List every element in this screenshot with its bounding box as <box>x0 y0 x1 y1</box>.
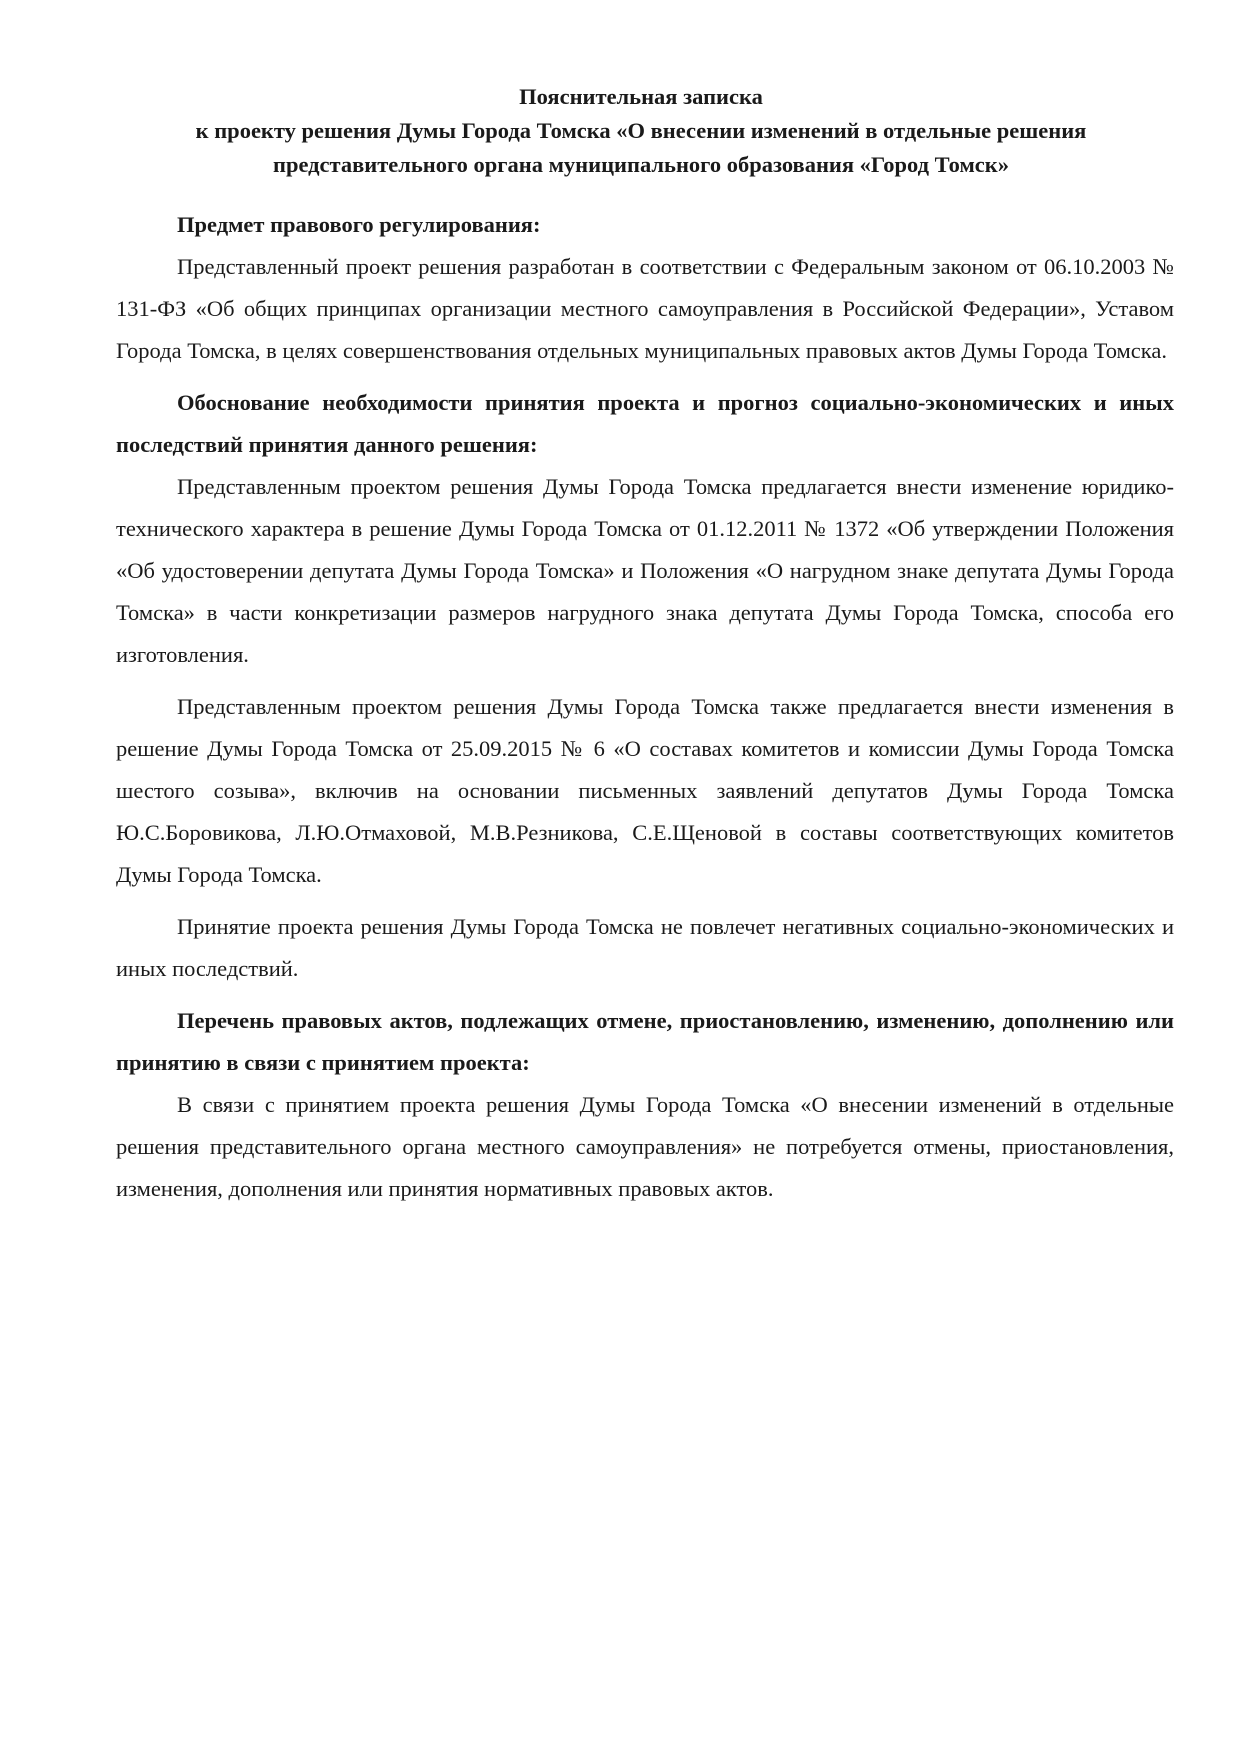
section-heading-subject: Предмет правового регулирования: <box>177 212 541 237</box>
section-heading-legal-acts: Перечень правовых актов, подлежащих отмене, приостановлению, изменению, дополнению или принятию в связи с принятием проекта: <box>116 1008 1174 1075</box>
title-line-1: Пояснительная записка <box>519 84 763 109</box>
paragraph-justification-3: Принятие проекта решения Думы Города Томска не повлечет негативных социально-экономических и иных последствий. <box>116 914 1174 981</box>
document-title <box>108 80 1174 182</box>
title-line-2: к проекту решения Думы Города Томска «О внесении изменений в отдельные решения <box>195 118 1087 143</box>
paragraph-justification-1: Представленным проектом решения Думы Города Томска предлагается внести изменение юридико-технического характера в решение Думы Города Томска от 01.12.2011 № 1372 «Об утверждении Положения «Об удостоверении депутата Думы Города Томска» и Положения «О нагрудном знаке депутата Думы Города Томска» в части конкретизации размеров нагрудного знака депутата Думы Города Томска, способа его изготовления. <box>116 474 1174 667</box>
paragraph-subject: Представленный проект решения разработан в соответствии с Федеральным законом от 06.10.2003 № 131-ФЗ «Об общих принципах организации местного самоуправления в Российской Федерации», Уставом Города Томска, в целях совершенствования отдельных муниципальных правовых актов Думы Города Томска. <box>116 254 1174 363</box>
paragraph-legal-acts: В связи с принятием проекта решения Думы Города Томска «О внесении изменений в отдельные решения представительного органа местного самоуправления» не потребуется отмены, приостановления, изменения, дополнения или принятия нормативных правовых актов. <box>116 1092 1174 1201</box>
section-heading-justification: Обоснование необходимости принятия проекта и прогноз социально-экономических и иных последствий принятия данного решения: <box>116 390 1174 457</box>
title-line-3: представительного органа муниципального образования «Город Томск» <box>272 152 1009 177</box>
paragraph-justification-2: Представленным проектом решения Думы Города Томска также предлагается внести изменения в решение Думы Города Томска от 25.09.2015 № 6 «О составах комитетов и комиссии Думы Города Томска шестого созыва», включив на основании письменных заявлений депутатов Думы Города Томска Ю.С.Боровикова, Л.Ю.Отмаховой, М.В.Резникова, С.Е.Щеновой в составы соответствующих комитетов Думы Города Томска. <box>116 694 1174 887</box>
